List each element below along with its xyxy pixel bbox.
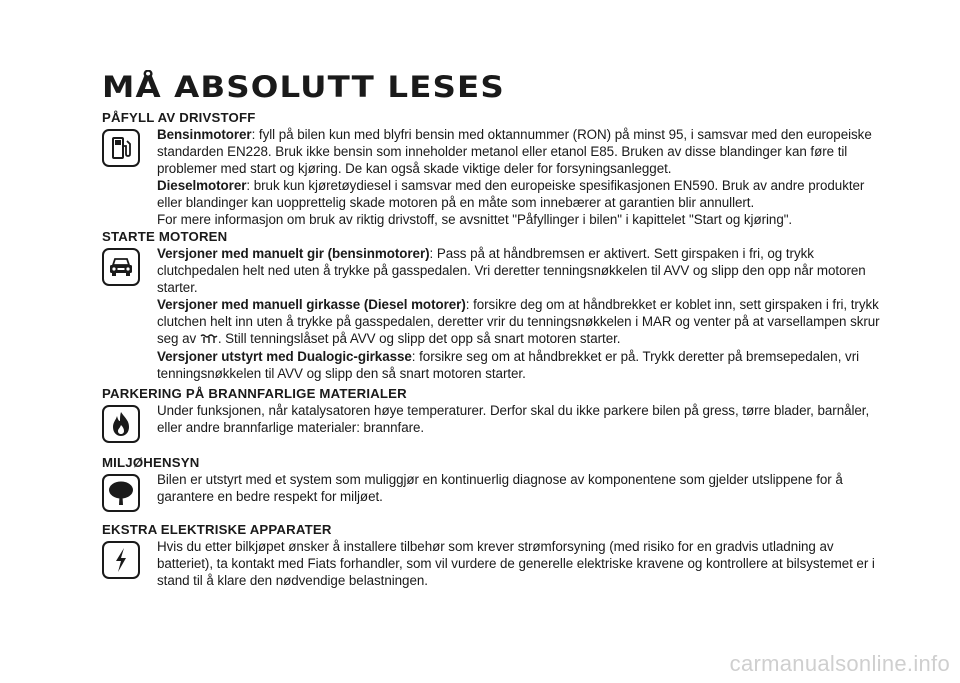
tree-icon	[102, 474, 140, 512]
section-body	[157, 126, 892, 228]
car-front-icon	[102, 248, 140, 286]
paragraph-text: Under funksjonen, når katalysatoren høye temperaturer. Derfor skal du ikke parkere bilen på gress, tørre blader, barnåler, eller andre brannfarlige materialer: brannfare.	[157, 403, 870, 435]
paragraph-text: : forsikre seg om at håndbrekket er på. Trykk deretter på bremsepedalen, vri tenningsnøkkelen til AVV og slipp den så snart motoren starter.	[157, 349, 860, 381]
section-body	[157, 402, 892, 436]
paragraph-text: : forsikre deg om at håndbrekket er koblet inn, sett girspaken i fri, trykk clutchen helt inn uten å trykke på gasspedalen, deretter vrir du tenningsnøkkelen i MAR og venter på at varsellampen skrur seg av	[157, 297, 880, 346]
section-body	[157, 245, 892, 382]
paragraph-more-info	[157, 211, 892, 228]
flame-icon	[102, 405, 140, 443]
section-starting-engine	[102, 229, 892, 382]
paragraph-text	[157, 471, 892, 505]
section-heading: PÅFYLL AV DRIVSTOFF	[102, 110, 256, 125]
paragraph-petrol	[157, 126, 892, 177]
paragraph-text	[157, 402, 892, 436]
paragraph-dualogic	[157, 348, 892, 382]
bold-label: Dieselmotorer	[157, 178, 247, 193]
section-environment	[102, 455, 892, 505]
section-heading: STARTE MOTOREN	[102, 229, 228, 244]
bold-label: Versjoner med manuell girkasse (Diesel motorer)	[157, 297, 466, 312]
glow-plug-icon	[200, 331, 218, 348]
section-parking	[102, 386, 892, 436]
lightning-icon	[102, 541, 140, 579]
paragraph-text: Bilen er utstyrt med et system som muliggjør en kontinuerlig diagnose av komponentene som gjelder utslippene for å garantere en bedre respekt for miljøet.	[157, 472, 843, 504]
section-electrical	[102, 522, 892, 589]
paragraph-text: Hvis du etter bilkjøpet ønsker å installere tilbehør som krever strømforsyning (med risiko for en gradvis utladning av batteriet), ta kontakt med Fiats forhandler, som vil vurdere de generelle elektriske kravene og kontrollere at bilsystemet er i stand til å klare den nødvendige belastningen.	[157, 539, 875, 588]
section-refuelling	[102, 110, 892, 228]
bold-label: Versjoner utstyrt med Dualogic-girkasse	[157, 349, 412, 364]
paragraph-diesel	[157, 177, 892, 211]
section-heading: EKSTRA ELEKTRISKE APPARATER	[102, 522, 332, 537]
fuel-pump-icon	[102, 129, 140, 167]
bold-label: Versjoner med manuelt gir (bensinmotorer)	[157, 246, 430, 261]
bold-label: Bensinmotorer	[157, 127, 252, 142]
section-body	[157, 471, 892, 505]
paragraph-text: : Pass på at håndbremsen er aktivert. Sett girspaken i fri, og trykk clutchpedalen helt ned uten å trykke på gasspedalen. Vri deretter tenningsnøkkelen til AVV og slipp den opp når motoren starter.	[157, 246, 866, 295]
watermark: carmanualsonline.info	[729, 651, 950, 676]
paragraph-text: For mere informasjon om bruk av riktig drivstoff, se avsnittet "Påfyllinger i bilen" i kapittelet "Start og kjøring".	[157, 212, 793, 227]
page-title: MÅ ABSOLUTT LESES	[102, 70, 505, 104]
paragraph-manual-diesel	[157, 296, 892, 348]
section-heading: MILJØHENSYN	[102, 455, 200, 470]
paragraph-text: : bruk kun kjøretøydiesel i samsvar med den europeiske spesifikasjonen EN590. Bruk av andre produkter eller blandinger kan uopprettelig skade motoren på en måte som innebærer at garantien blir annullert.	[157, 178, 865, 210]
paragraph-text: : fyll på bilen kun med blyfri bensin med oktannummer (RON) på minst 95, i samsvar med den europeiske standarden EN228. Bruk ikke bensin som inneholder metanol eller etanol E85. Bruken av disse blandinger kan føre til problemer med start og kjøring. De kan også skade viktige deler for forsyningsanlegget.	[157, 127, 872, 176]
paragraph-manual-petrol	[157, 245, 892, 296]
paragraph-text-after: . Still tenningslåset på AVV og slipp det opp så snart motoren starter.	[217, 331, 621, 346]
section-body	[157, 538, 892, 589]
section-heading: PARKERING PÅ BRANNFARLIGE MATERIALER	[102, 386, 407, 401]
paragraph-text	[157, 538, 892, 589]
